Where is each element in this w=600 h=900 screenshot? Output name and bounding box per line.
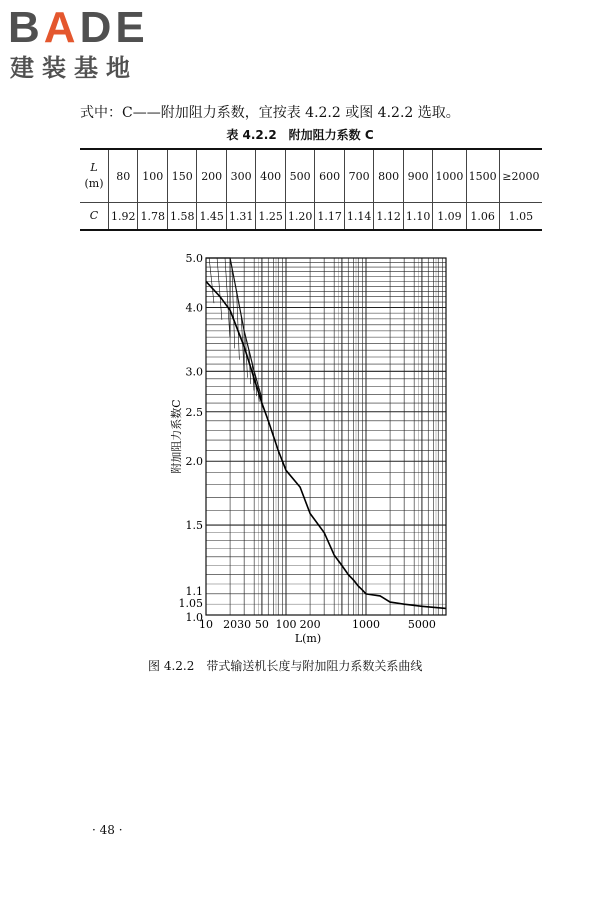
- length-row: [80, 149, 542, 203]
- y-tick-label: 5.0: [185, 252, 203, 265]
- plot-frame: [206, 258, 446, 615]
- y-tick-label: 1.1: [185, 584, 203, 598]
- length-cell: 700: [344, 149, 373, 203]
- x-tick-label: 10: [199, 618, 213, 631]
- length-cell: 1500: [466, 149, 499, 203]
- page-number: · 48 ·: [92, 823, 123, 837]
- coefficient-cell: 1.45: [197, 203, 226, 231]
- length-cell: 400: [256, 149, 285, 203]
- y-tick-label: 1.05: [178, 597, 203, 611]
- coefficient-cell: 1.58: [167, 203, 196, 231]
- x-tick-labels: [199, 618, 436, 631]
- coefficient-cell: 1.10: [403, 203, 432, 231]
- y-tick-label: 4.0: [185, 301, 203, 315]
- y-axis-label: 附加阻力系数C: [170, 399, 183, 474]
- x-tick-label: 20: [223, 618, 238, 631]
- grid-minor: [206, 258, 446, 615]
- y-tick-label: 3.0: [185, 365, 203, 379]
- length-cell: 80: [109, 149, 138, 203]
- x-tick-label: 1000: [352, 618, 380, 631]
- x-tick-label: 200: [299, 618, 321, 631]
- length-cell: 500: [285, 149, 314, 203]
- coefficient-cell: 1.31: [226, 203, 255, 231]
- length-cell: 300: [226, 149, 255, 203]
- band-hatch-line: [209, 258, 214, 303]
- hatched-band: [206, 258, 262, 407]
- coefficient-cell: 1.12: [374, 203, 403, 231]
- coefficient-cell: 1.09: [433, 203, 466, 231]
- coefficient-chart: [168, 245, 468, 650]
- formula-note: 式中：C——附加阻力系数，宜按表 4.2.2 或图 4.2.2 选取。: [80, 105, 460, 121]
- coefficient-cell: 1.92: [109, 203, 138, 231]
- figure-caption: 图 4.2.2 带式输送机长度与附加阻力系数关系曲线: [148, 659, 423, 673]
- coefficient-cell: 1.25: [256, 203, 285, 231]
- length-cell: 100: [138, 149, 167, 203]
- y-tick-label: 1.0: [185, 611, 203, 624]
- length-cell: 900: [403, 149, 432, 203]
- logo-subtitle: 建装基地: [10, 54, 138, 82]
- coefficient-cell: 1.06: [466, 203, 499, 231]
- row-header-length: L (m): [80, 149, 109, 203]
- x-axis-label: L(m): [294, 632, 322, 645]
- y-tick-label: 1.5: [185, 519, 203, 533]
- x-tick-label: 5000: [407, 618, 436, 631]
- y-tick-label: 2.5: [185, 405, 203, 419]
- coefficient-cell: 1.20: [285, 203, 314, 231]
- length-cell: 600: [315, 149, 344, 203]
- coefficient-cell: 1.17: [315, 203, 344, 231]
- coefficient-row: [80, 203, 542, 231]
- x-tick-label: 30: [237, 618, 252, 631]
- y-tick-label: 2.0: [185, 455, 203, 469]
- row-header-coefficient: C: [80, 203, 109, 231]
- length-cell: 800: [374, 149, 403, 203]
- coefficient-cell: 1.78: [138, 203, 167, 231]
- length-cell: ≥2000: [499, 149, 542, 203]
- length-cell: 150: [167, 149, 196, 203]
- coefficient-cell: 1.14: [344, 203, 373, 231]
- table-caption: 表 4.2.2 附加阻力系数 C: [226, 128, 374, 142]
- brand-logo: [8, 4, 178, 84]
- length-cell: 200: [197, 149, 226, 203]
- x-tick-label: 100: [275, 618, 297, 631]
- x-tick-label: 50: [254, 618, 269, 631]
- coefficient-cell: 1.05: [499, 203, 542, 231]
- length-cell: 1000: [433, 149, 466, 203]
- logo-wordmark: BADE: [8, 3, 149, 52]
- coefficient-table: [80, 148, 542, 231]
- grid-major: [206, 258, 446, 615]
